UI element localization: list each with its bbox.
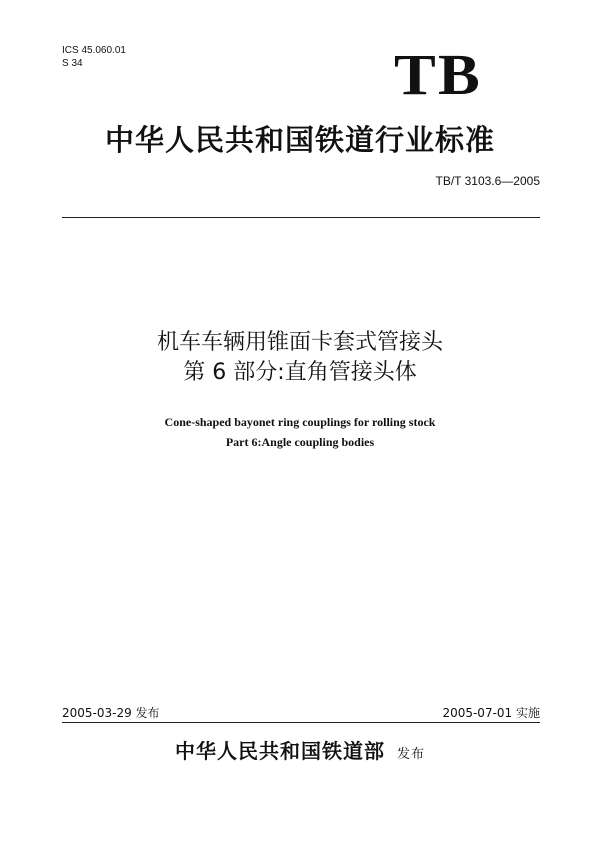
ics-number: ICS 45.060.01 <box>62 45 126 56</box>
classification-code: S 34 <box>62 58 83 69</box>
ics-code-block <box>62 44 126 70</box>
tb-logo: TB <box>394 42 482 107</box>
issuer-name: 中华人民共和国铁道部 <box>174 739 385 763</box>
standard-code: TB/T 3103.6—2005 <box>435 174 540 188</box>
issuing-authority <box>60 735 540 764</box>
issuer-verb: 发布 <box>396 747 425 762</box>
english-title-line1: Cone-shaped bayonet ring couplings for rolling stock <box>164 415 436 429</box>
standard-category-title: 中华人民共和国铁道行业标准 <box>104 123 495 157</box>
chinese-title-line2: 第 6 部分:直角管接头体 <box>183 360 417 385</box>
header-divider <box>62 217 540 218</box>
publish-date: 2005-03-29 发布 <box>62 706 160 720</box>
english-title <box>60 412 540 452</box>
chinese-title <box>60 328 540 388</box>
chinese-title-line1: 机车车辆用锥面卡套式管接头 <box>156 330 443 355</box>
english-title-line2: Part 6:Angle coupling bodies <box>225 435 375 449</box>
implementation-date: 2005-07-01 实施 <box>442 706 540 720</box>
footer-divider <box>62 722 540 723</box>
